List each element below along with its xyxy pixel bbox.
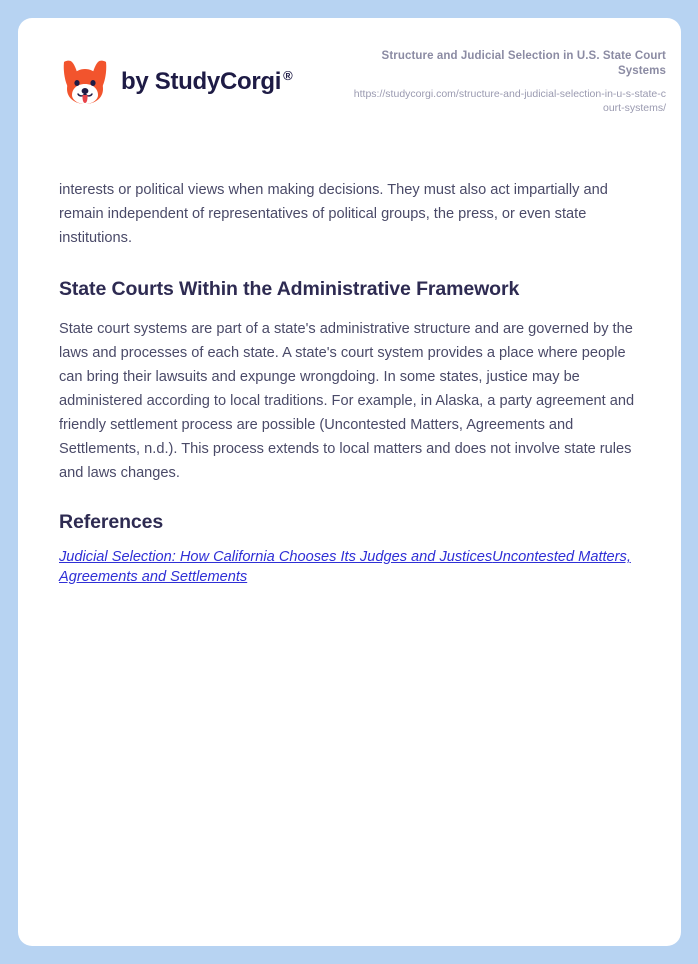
reference-link[interactable]: Uncontested Matters, Agreements and Settlements xyxy=(59,549,631,585)
references-list xyxy=(59,548,639,587)
document-body xyxy=(59,178,639,587)
paragraph-intro: interests or political views when making decisions. They must also act impartially and remain independent of representatives of political groups, the press, or even state institutions. xyxy=(59,182,608,246)
section-heading: State Courts Within the Administrative Framework xyxy=(59,278,520,300)
reference-link[interactable]: Judicial Selection: How California Chooses Its Judges and Justices xyxy=(59,549,493,565)
registered-trademark-icon: ® xyxy=(283,68,293,83)
document-title: Structure and Judicial Selection in U.S. State Court Systems xyxy=(381,50,666,78)
document-url[interactable]: https://studycorgi.com/structure-and-judicial-selection-in-u-s-state-court-systems/ xyxy=(353,87,666,114)
document-page-card xyxy=(18,18,681,946)
corgi-logo-icon xyxy=(59,56,111,108)
header-meta xyxy=(351,49,666,115)
references-heading: References xyxy=(59,511,164,533)
paragraph-body: State court systems are part of a state's administrative structure and are governed by the laws and processes of each state. A state's court system provides a place where people can bring their lawsuits and expunge wrongdoing. In some states, justice may be administered according to local traditions. For example, in Alaska, a party agreement and friendly settlement process are possible (Uncontested Matters, Agreements and Settlements, n.d.). This process extends to local matters and does not involve state rules and laws changes. xyxy=(59,321,635,481)
brand-logo-group xyxy=(59,56,292,108)
brand-name: by StudyCorgi ® xyxy=(121,68,293,95)
document-header xyxy=(18,18,681,146)
